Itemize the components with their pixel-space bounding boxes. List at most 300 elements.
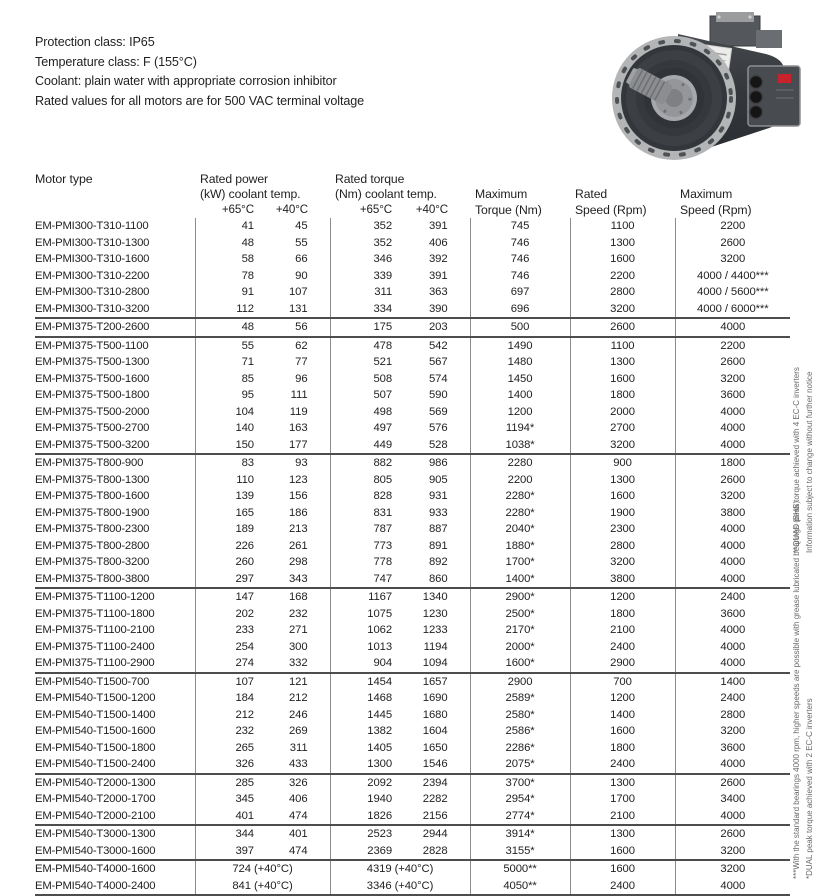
spec-value-cell: 246	[262, 707, 330, 724]
spec-value-cell: 1062	[367, 624, 393, 636]
spec-value-cell: 2000*	[470, 639, 570, 656]
spec-value-cell: 1300	[570, 235, 675, 252]
spec-value-cell: 986	[400, 454, 470, 472]
spec-value-cell: 1600	[570, 371, 675, 388]
spec-value-cell: 933	[400, 505, 470, 522]
spec-value-cell: 1300	[570, 354, 675, 371]
motor-type-cell: EM-PMI375-T800-1900	[35, 505, 195, 522]
spec-value-cell: 697	[470, 284, 570, 301]
table-row	[35, 404, 790, 421]
spec-value-cell: 1800	[570, 387, 675, 404]
spec-value-cell: 1300	[570, 472, 675, 489]
spec-value-cell: 1546	[400, 756, 470, 774]
table-row	[35, 387, 790, 404]
spec-value-cell: 2800	[570, 284, 675, 301]
table-row	[35, 354, 790, 371]
spec-value-cell: 2400	[570, 756, 675, 774]
table-row	[35, 218, 790, 235]
spec-value-cell: 746	[470, 251, 570, 268]
spec-value-cell: 3200	[720, 725, 746, 737]
spec-value-cell: 3600	[720, 607, 746, 620]
header-rated-torque: Rated torque	[335, 172, 405, 186]
spec-value-cell: 2092	[330, 774, 400, 792]
spec-value-cell: 66	[262, 251, 330, 268]
spec-value-cell: 2900	[570, 655, 675, 673]
spec-value-cell: 1230	[400, 606, 470, 623]
spec-value-cell: 2280*	[470, 488, 570, 505]
table-row	[35, 437, 790, 455]
table-row	[35, 337, 790, 355]
spec-value-cell: 1600	[570, 723, 675, 740]
motor-type-cell: EM-PMI375-T500-2000	[35, 404, 195, 421]
spec-value-cell: 110	[236, 473, 254, 486]
spec-info-block	[35, 33, 364, 111]
spec-value-cell: 107	[262, 284, 330, 301]
spec-value-cell: 334	[373, 302, 393, 315]
spec-value-cell: 352	[373, 236, 393, 249]
header-torque-unit: (Nm) coolant temp.	[335, 187, 437, 201]
spec-value-cell: 119	[262, 404, 330, 421]
spec-value-cell: 232	[262, 606, 330, 623]
spec-value-cell: 500	[470, 318, 570, 337]
spec-value-cell: 1800	[570, 606, 675, 623]
spec-value-cell: 4000	[720, 556, 746, 568]
spec-value-cell: 406	[262, 791, 330, 808]
spec-value-cell: 2954*	[470, 791, 570, 808]
spec-value-cell: 1038*	[470, 437, 570, 455]
spec-value-cell: 2523	[330, 825, 400, 843]
spec-value-cell: 226	[235, 539, 254, 552]
spec-value-cell: 746	[470, 268, 570, 285]
motor-type-cell: EM-PMI300-T310-2800	[35, 284, 195, 301]
spec-value-cell: 2500*	[470, 606, 570, 623]
spec-table-container	[35, 172, 790, 896]
spec-value-cell: 3600	[720, 741, 746, 754]
spec-value-cell: 4000	[720, 523, 746, 535]
spec-value-cell: 892	[400, 554, 470, 571]
spec-value-cell: 91	[241, 286, 254, 298]
spec-value-cell: 2369	[367, 844, 393, 857]
spec-value-cell: 831	[373, 506, 393, 519]
spec-value-cell: 1094	[400, 655, 470, 673]
motor-type-cell: EM-PMI375-T1100-1800	[35, 606, 195, 623]
spec-value-cell: 860	[400, 571, 470, 589]
spec-value-cell: 1194	[400, 639, 470, 656]
spec-value-cell: 4000	[720, 640, 746, 653]
spec-value-cell: 773	[373, 539, 393, 552]
spec-value-cell: 2944	[400, 825, 470, 843]
spec-value-cell: 1100	[570, 337, 675, 355]
spec-value-cell: 590	[400, 387, 470, 404]
spec-value-cell: 1200	[570, 690, 675, 707]
spec-value-cell: 1400	[570, 707, 675, 724]
spec-value-cell: 1400	[675, 673, 790, 691]
motor-type-cell: EM-PMI375-T200-2600	[35, 318, 195, 337]
spec-value-cell: 1600	[570, 860, 675, 878]
table-row	[35, 756, 790, 774]
spec-value-cell: 1300	[367, 758, 393, 770]
spec-value-cell: 3600	[720, 389, 746, 401]
spec-value-cell: 55	[195, 337, 262, 355]
spec-value-cell: 2282	[400, 791, 470, 808]
spec-value-cell: 2200	[570, 268, 675, 285]
spec-value-cell: 271	[262, 622, 330, 639]
spec-value-cell: 401	[235, 809, 254, 822]
spec-value-cell: 2600	[720, 356, 746, 368]
spec-value-cell: 2800	[720, 708, 746, 721]
header-max-speed-1: Maximum	[680, 187, 733, 201]
table-row	[35, 251, 790, 268]
spec-value-cell: 298	[262, 554, 330, 571]
spec-value-cell: 931	[400, 488, 470, 505]
spec-value-cell: 778	[373, 556, 393, 568]
spec-value-cell: 1480	[470, 354, 570, 371]
spec-value-cell: 2589*	[470, 690, 570, 707]
spec-value-cell: 311	[374, 286, 393, 298]
spec-value-cell: 2200	[720, 220, 746, 232]
spec-value-cell: 542	[400, 337, 470, 355]
motor-type-cell: EM-PMI375-T800-900	[35, 454, 195, 472]
motor-type-cell: EM-PMI375-T800-3800	[35, 571, 195, 589]
spec-value-cell: 48	[195, 318, 262, 337]
spec-value-cell: 406	[400, 235, 470, 252]
spec-value-cell: 265	[235, 741, 254, 754]
motor-type-cell: EM-PMI540-T1500-1800	[35, 740, 195, 757]
spec-value-cell: 2580*	[470, 707, 570, 724]
footnote-change-note: Information subject to change without further notice	[805, 371, 814, 553]
spec-value-cell: 1300	[570, 774, 675, 792]
spec-value-cell: 285	[195, 774, 262, 792]
spec-value-cell: 2280*	[470, 505, 570, 522]
spec-value-cell: 1400	[470, 387, 570, 404]
table-row	[35, 301, 790, 319]
spec-value-cell: 168	[262, 588, 330, 606]
table-header	[35, 172, 790, 218]
spec-value-cell: 45	[262, 218, 330, 235]
spec-value-cell: 1900	[570, 505, 675, 522]
spec-value-cell: 904	[373, 657, 393, 669]
spec-value-cell: 528	[400, 437, 470, 455]
spec-value-cell: 186	[262, 505, 330, 522]
spec-value-cell: 3800	[720, 506, 746, 519]
spec-value-cell: 4000	[720, 438, 746, 451]
table-row	[35, 505, 790, 522]
spec-value-cell: 202	[235, 607, 254, 620]
red-brand-label	[778, 74, 791, 83]
spec-value-cell: 1468	[367, 692, 393, 704]
spec-value-cell: 1233	[400, 622, 470, 639]
spec-value-cell: 83	[195, 454, 262, 472]
spec-value-cell: 1680	[400, 707, 470, 724]
spec-value-cell: 1600	[570, 251, 675, 268]
spec-value-cell: 4000 / 5600***	[697, 286, 769, 298]
spec-value-cell: 828	[373, 490, 393, 502]
spec-value-cell: 352	[373, 220, 393, 232]
motor-type-cell: EM-PMI375-T500-1800	[35, 387, 195, 404]
table-row	[35, 878, 790, 896]
table-row	[35, 488, 790, 505]
motor-type-cell: EM-PMI540-T1500-2400	[35, 756, 195, 774]
spec-value-cell: 2600	[720, 473, 746, 486]
spec-value-cell: 311	[262, 740, 330, 757]
motor-type-cell: EM-PMI375-T1100-1200	[35, 588, 195, 606]
spec-value-cell: 140	[235, 422, 254, 434]
table-row	[35, 860, 790, 878]
header-motor-type: Motor type	[35, 172, 93, 186]
terminal-box	[748, 66, 800, 126]
header-max-torque-1: Maximum	[475, 187, 528, 201]
table-row	[35, 774, 790, 792]
spec-value-cell: 1690	[400, 690, 470, 707]
spec-value-cell: 787	[373, 523, 393, 535]
spec-value-cell: 900	[570, 454, 675, 472]
spec-value-cell: 363	[400, 284, 470, 301]
spec-value-cell: 569	[400, 404, 470, 421]
spec-value-cell: 1450	[470, 371, 570, 388]
motor-type-cell: EM-PMI375-T800-2800	[35, 538, 195, 555]
spec-value-cell: 1657	[400, 673, 470, 691]
spec-value-cell: 1600*	[470, 655, 570, 673]
spec-value-cell: 507	[373, 389, 393, 401]
spec-value-cell: 3700*	[470, 774, 570, 792]
spec-value-cell: 391	[400, 218, 470, 235]
spec-value-cell: 4000	[720, 879, 746, 892]
spec-value-cell: 696	[470, 301, 570, 319]
spec-value-cell: 269	[262, 723, 330, 740]
spec-value-cell: 474	[262, 843, 330, 861]
spec-value-cell: 3400	[720, 793, 746, 805]
spec-value-cell: 1405	[367, 741, 393, 754]
spec-value-cell: 700	[570, 673, 675, 691]
spec-value-cell: 184	[235, 692, 254, 704]
cable-gland	[750, 106, 763, 119]
table-row	[35, 673, 790, 691]
spec-value-cell: 2300	[570, 521, 675, 538]
temperature-class-line: Temperature class: F (155°C)	[35, 54, 197, 69]
spec-value-cell: 1100	[570, 218, 675, 235]
motor-type-cell: EM-PMI300-T310-1600	[35, 251, 195, 268]
spec-value-cell: 2170*	[470, 622, 570, 639]
spec-value-cell: 1940	[367, 793, 393, 805]
spec-value-cell: 332	[262, 655, 330, 673]
spec-value-cell: 203	[400, 318, 470, 337]
spec-value-cell: 474	[262, 808, 330, 826]
rated-values-line: Rated values for all motors are for 500 VAC terminal voltage	[35, 93, 365, 108]
table-row	[35, 268, 790, 285]
motor-type-cell: EM-PMI540-T1500-1200	[35, 690, 195, 707]
spec-value-cell: 1650	[400, 740, 470, 757]
motor-type-cell: EM-PMI375-T800-1600	[35, 488, 195, 505]
spec-value-cell: 2600	[675, 825, 790, 843]
motor-type-cell: EM-PMI375-T1100-2900	[35, 655, 195, 673]
table-row	[35, 235, 790, 252]
spec-value-cell: 3200	[720, 490, 746, 502]
spec-value-cell: 1490	[470, 337, 570, 355]
table-row	[35, 571, 790, 589]
table-row	[35, 740, 790, 757]
spec-value-cell: 4000	[720, 422, 746, 434]
spec-value-cell: 2600	[675, 774, 790, 792]
spec-value-cell: 3200	[675, 860, 790, 878]
spec-value-cell: 1445	[367, 708, 393, 721]
spec-value-cell: 841 (+40°C)	[195, 878, 330, 896]
motor-type-cell: EM-PMI375-T1100-2100	[35, 622, 195, 639]
motor-type-cell: EM-PMI540-T1500-1400	[35, 707, 195, 724]
table-row	[35, 538, 790, 555]
table-row	[35, 521, 790, 538]
protection-class-line: Protection class: IP65	[35, 35, 155, 49]
spec-value-cell: 163	[262, 420, 330, 437]
spec-value-cell: 5000**	[470, 860, 570, 878]
motor-type-cell: EM-PMI300-T310-3200	[35, 301, 195, 319]
spec-value-cell: 576	[400, 420, 470, 437]
spec-value-cell: 77	[262, 354, 330, 371]
spec-value-cell: 392	[400, 251, 470, 268]
spec-value-cell: 391	[400, 268, 470, 285]
motor-type-cell: EM-PMI540-T4000-1600	[35, 860, 195, 878]
spec-value-cell: 1340	[400, 588, 470, 606]
spec-value-cell: 567	[400, 354, 470, 371]
motor-spec-table	[35, 172, 790, 896]
spec-value-cell: 111	[262, 387, 330, 404]
spec-value-cell: 2075*	[470, 756, 570, 774]
spec-value-cell: 397	[235, 844, 254, 857]
spec-value-cell: 254	[235, 640, 254, 653]
motor-type-cell: EM-PMI540-T3000-1300	[35, 825, 195, 843]
table-row	[35, 454, 790, 472]
spec-value-cell: 96	[262, 371, 330, 388]
spec-value-cell: 4000	[720, 572, 746, 585]
spec-value-cell: 2600	[570, 318, 675, 337]
spec-value-cell: 2586*	[470, 723, 570, 740]
spec-value-cell: 2280	[470, 454, 570, 472]
spec-value-cell: 1200	[570, 588, 675, 606]
table-row	[35, 655, 790, 673]
spec-value-cell: 212	[235, 708, 254, 721]
spec-value-cell: 139	[235, 490, 254, 502]
spec-value-cell: 2828	[400, 843, 470, 861]
spec-value-cell: 1013	[367, 640, 393, 653]
spec-value-cell: 339	[373, 269, 393, 282]
spec-value-cell: 3200	[720, 372, 746, 385]
spec-value-cell: 433	[262, 756, 330, 774]
spec-value-cell: 1800	[570, 740, 675, 757]
spec-value-cell: 1800	[675, 454, 790, 472]
motor-type-cell: EM-PMI540-T3000-1600	[35, 843, 195, 861]
spec-value-cell: 2100	[570, 808, 675, 826]
spec-value-cell: 147	[195, 588, 262, 606]
header-power-40: +40°C	[275, 203, 309, 216]
spec-value-cell: 1400*	[470, 571, 570, 589]
table-row	[35, 420, 790, 437]
spec-value-cell: 449	[373, 438, 393, 451]
spec-value-cell: 213	[262, 521, 330, 538]
spec-value-cell: 343	[262, 571, 330, 589]
motor-type-cell: EM-PMI300-T310-1100	[35, 218, 195, 235]
spec-value-cell: 2000	[570, 404, 675, 421]
spec-value-cell: 85	[241, 372, 254, 385]
spec-value-cell: 724 (+40°C)	[195, 860, 330, 878]
spec-value-cell: 71	[241, 356, 254, 368]
spec-value-cell: 4000	[720, 624, 746, 636]
spec-value-cell: 3914*	[470, 825, 570, 843]
spec-value-cell: 274	[235, 657, 254, 669]
spec-value-cell: 4319 (+40°C)	[330, 860, 470, 878]
spec-value-cell: 2100	[570, 622, 675, 639]
spec-value-cell: 747	[373, 572, 393, 585]
spec-value-cell: 1382	[367, 725, 393, 737]
spec-value-cell: 175	[330, 318, 400, 337]
spec-value-cell: 1194*	[470, 420, 570, 437]
spec-value-cell: 107	[195, 673, 262, 691]
motor-type-cell: EM-PMI375-T500-1100	[35, 337, 195, 355]
spec-value-cell: 62	[262, 337, 330, 355]
table-row	[35, 284, 790, 301]
spec-value-cell: 1604	[400, 723, 470, 740]
spec-value-cell: 2156	[400, 808, 470, 826]
spec-value-cell: 1826	[367, 809, 393, 822]
spec-value-cell: 2900	[470, 673, 570, 691]
table-row	[35, 622, 790, 639]
spec-value-cell: 4000	[720, 758, 746, 770]
spec-value-cell: 4000 / 4400***	[697, 269, 769, 282]
spec-value-cell: 2774*	[470, 808, 570, 826]
spec-value-cell: 746	[470, 235, 570, 252]
motor-type-cell: EM-PMI540-T1500-700	[35, 673, 195, 691]
motor-type-cell: EM-PMI375-T800-1300	[35, 472, 195, 489]
spec-value-cell: 4050**	[470, 878, 570, 896]
spec-value-cell: 2286*	[470, 740, 570, 757]
spec-value-cell: 905	[400, 472, 470, 489]
motor-type-cell: EM-PMI375-T800-3200	[35, 554, 195, 571]
table-row	[35, 318, 790, 337]
spec-value-cell: 4000	[720, 539, 746, 552]
spec-value-cell: 2400	[570, 878, 675, 896]
spec-value-cell: 2400	[675, 588, 790, 606]
header-torque-65: +65°C	[359, 203, 393, 216]
spec-value-cell: 1700	[570, 791, 675, 808]
spec-value-cell: 2700	[570, 420, 675, 437]
spec-value-cell: 90	[262, 268, 330, 285]
table-row	[35, 791, 790, 808]
coolant-line: Coolant: plain water with appropriate corrosion inhibitor	[35, 74, 337, 88]
spec-value-cell: 2400	[720, 692, 746, 704]
spec-value-cell: 497	[373, 422, 393, 434]
table-row	[35, 690, 790, 707]
table-row	[35, 808, 790, 826]
motor-type-cell: EM-PMI300-T310-1300	[35, 235, 195, 252]
spec-value-cell: 41	[241, 220, 254, 232]
motor-type-cell: EM-PMI375-T500-3200	[35, 437, 195, 455]
spec-value-cell: 2200	[470, 472, 570, 489]
spec-value-cell: 300	[262, 639, 330, 656]
spec-value-cell: 212	[262, 690, 330, 707]
motor-type-cell: EM-PMI375-T500-1600	[35, 371, 195, 388]
spec-value-cell: 390	[400, 301, 470, 319]
spec-value-cell: 326	[262, 774, 330, 792]
spec-value-cell: 189	[235, 523, 254, 535]
motor-type-cell: EM-PMI375-T800-2300	[35, 521, 195, 538]
motor-type-cell: EM-PMI375-T500-2700	[35, 420, 195, 437]
footnote-bearings-note: ***With the standard bearings 4000 rpm, higher speeds are possible with grease lubricated bearings (BHS)	[792, 501, 801, 879]
spec-value-cell: 1200	[470, 404, 570, 421]
header-torque-40: +40°C	[415, 203, 449, 216]
table-row	[35, 723, 790, 740]
motor-photo-illustration	[598, 10, 805, 164]
spec-value-cell: 3200	[570, 437, 675, 455]
spec-value-cell: 1454	[330, 673, 400, 691]
table-row	[35, 588, 790, 606]
